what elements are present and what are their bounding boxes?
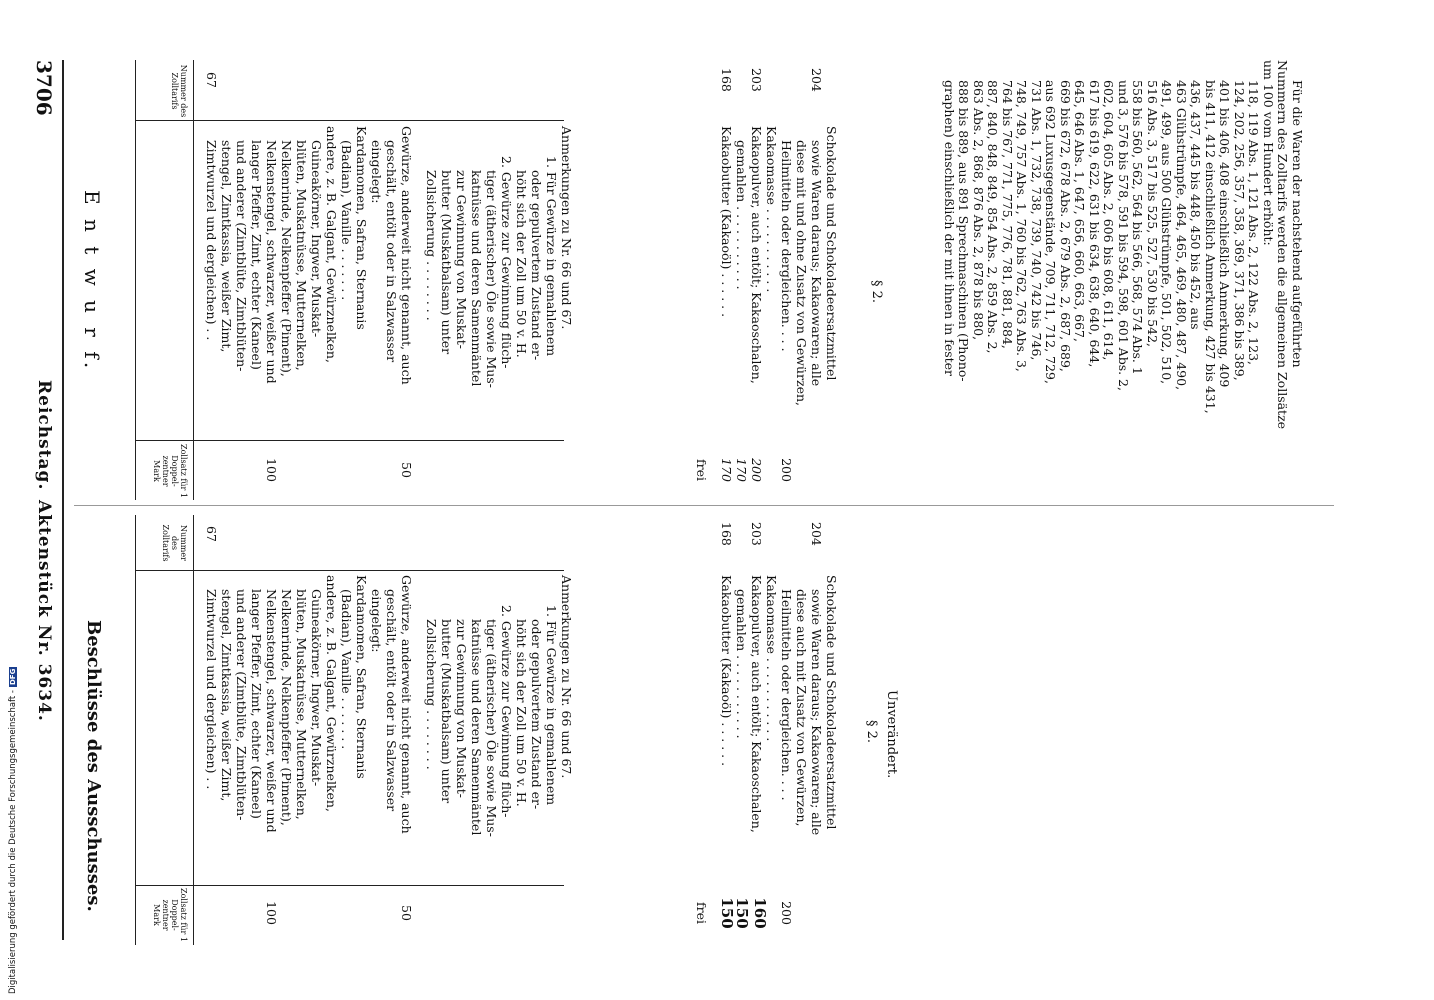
right-row-204-number: 204 <box>809 522 824 546</box>
left-row-203-duty-1: 170 <box>734 458 749 482</box>
right-row-203-duty-2: 160 <box>751 897 769 929</box>
right-row-67-text <box>199 575 414 881</box>
text-line: stengel, Zimtkassia, weißer Zimt, <box>219 140 234 353</box>
paragraph-line: 617 bis 619, 622, 631 bis 634, 638, 640, 644, <box>1087 80 1102 368</box>
left-section-2: § 2. <box>869 280 884 304</box>
paragraph-line: 863 Abs. 2, 868, 876 Abs. 2, 878 bis 880, <box>971 80 986 341</box>
left-paragraph <box>942 60 1305 500</box>
left-col-divider-1 <box>136 120 564 121</box>
text-line: katnüsse und deren Samenmäntel <box>469 170 484 387</box>
text-line: Nelkenrinde, Nelkenpfeffer (Piment), <box>279 140 294 377</box>
text-line: langer Pfeffer, Zimt, echter (Kaneel) <box>249 589 264 819</box>
text-line: Anmerkungen zu Nr. 66 und 67. <box>559 575 574 779</box>
right-header-duty: Zollsatz für 1 Doppel-zentner Mark <box>152 888 188 942</box>
text-line: Gewürze, anderweit nicht genannt, auch <box>399 126 414 385</box>
text-line: sowie Waren daraus; Kakaowaren; alle <box>809 589 824 836</box>
left-header-rule <box>193 60 194 500</box>
text-line: blüten, Muskatnüsse, Mutternelken, <box>294 589 309 820</box>
header-document: Aktenstück Nr. 3634. <box>34 500 54 722</box>
paragraph-line: 731 Abs. 1, 732, 738, 739, 740, 742 bis 746, <box>1029 80 1044 361</box>
left-row-168-number: 168 <box>719 68 734 92</box>
text-line: Nelkenrinde, Nelkenpfeffer (Piment), <box>279 589 294 826</box>
text-line: langer Pfeffer, Zimt, echter (Kaneel) <box>249 140 264 370</box>
left-row-203-duty-2: 200 <box>749 458 764 482</box>
paragraph-line: 888 bis 889, aus 891 Sprechmaschinen (Phono- <box>956 80 972 382</box>
text-line: gemahlen . . . . . . . . . . . <box>734 589 749 739</box>
right-col-divider-2 <box>136 885 564 886</box>
text-line: Anmerkungen zu Nr. 66 und 67. <box>559 126 574 330</box>
text-line: butter (Muskatbalsam) unter <box>439 619 454 804</box>
paragraph-line: aus 692 Luxusgegenstände, 709, 711, 712, 729, <box>1043 80 1059 384</box>
text-line: Zimtwurzel und dergleichen) . . <box>204 589 219 790</box>
text-line: diese auch mit Zusatz von Gewürzen, <box>794 589 809 827</box>
left-row-204-text <box>779 126 839 436</box>
right-unchanged-note: Unverändert. <box>884 690 899 779</box>
dfg-logo: DFG <box>9 668 17 686</box>
paragraph-line: 491, 499, aus 500 Glühstrümpfe, 501, 502, 510, <box>1159 80 1175 385</box>
paragraph-line: Für die Waren der nachstehend aufgeführten <box>1290 80 1305 368</box>
text-line: Guineakörner, Ingwer, Muskat- <box>309 140 324 338</box>
text-line: gemahlen . . . . . . . . . . . <box>734 140 749 290</box>
left-row-168-duty: 170 <box>719 458 734 482</box>
header-source: Reichstag. <box>34 380 54 491</box>
paragraph-line: 669 bis 672, 678 Abs. 2, 679 Abs. 2, 687, 689, <box>1058 80 1073 372</box>
text-line: eingelegt: <box>369 589 384 653</box>
text-line: 1. Für Gewürze in gemahlenem <box>544 156 559 357</box>
text-line: Kardamomen, Safran, Sternanis <box>354 126 369 330</box>
text-line: Zollsicherung . . . . . . . . <box>424 619 439 770</box>
paragraph-line: 436, 437, 445 bis 448, 450 bis 452, aus <box>1188 80 1204 330</box>
right-notes-duty: frei <box>694 902 709 924</box>
paragraph-line: 118, 119 Abs. 1, 121 Abs. 2, 122 Abs. 2, 123, <box>1246 80 1262 366</box>
text-line: Kakaomasse . . . . . . . . . . . <box>764 126 779 293</box>
text-line: Schokolade und Schokoladeersatzmittel <box>824 575 839 830</box>
text-line: (Badian), Vanille . . . . . . . <box>339 140 354 301</box>
left-row-204-number: 204 <box>809 68 824 92</box>
right-row-203-number: 203 <box>749 522 764 546</box>
text-line: höht sich der Zoll um 50 v. H. <box>514 619 529 807</box>
text-line: eingelegt: <box>369 140 384 204</box>
text-line: oder gepulvertem Zustand er- <box>529 619 544 810</box>
right-row-168-text <box>719 575 734 881</box>
text-line: Gewürze, anderweit nicht genannt, auch <box>399 575 414 834</box>
text-line: Kardamomen, Safran, Sternanis <box>354 575 369 779</box>
left-row-67-duty-2: 50 <box>399 462 414 478</box>
text-line: diese mit und ohne Zusatz von Gewürzen, <box>794 140 809 407</box>
text-line: Nelkenstengel, schwarzer, weißer und <box>264 140 279 384</box>
text-line: sowie Waren daraus; Kakaowaren; alle <box>809 140 824 387</box>
text-line: butter (Muskatbalsam) unter <box>439 170 454 355</box>
paragraph-line: 887, 840, 848, 849, 854 Abs. 2, 859 Abs. 2, <box>985 80 1001 354</box>
paragraph-line: bis 411, 412 einschließlich Anmerkung, 427 bis 431, <box>1203 80 1218 414</box>
text-line: Heilmitteln oder dergleichen. . . . <box>779 589 794 801</box>
right-notes-text <box>419 575 574 881</box>
left-row-204-duty: 200 <box>779 458 794 482</box>
text-line: Heilmitteln oder dergleichen. . . . <box>779 140 794 352</box>
text-line: 2. Gewürze zur Gewinnung flüch- <box>499 156 514 369</box>
text-line: oder gepulvertem Zustand er- <box>529 170 544 361</box>
left-header-duty: Zollsatz für 1 Doppel-zentner Mark <box>152 444 188 498</box>
right-row-203-text <box>734 575 779 881</box>
left-row-67-duty-1: 100 <box>264 458 279 482</box>
right-row-203-duty-1: 150 <box>733 897 751 929</box>
right-row-67-duty-2: 50 <box>399 905 414 921</box>
text-line: Kakaopulver, auch entölt; Kakaoschalen, <box>749 126 764 384</box>
right-row-204-duty: 200 <box>779 901 794 925</box>
text-line: Kakaobutter (Kakaoöl) . . . . . . <box>719 575 734 767</box>
page-number: 3706 <box>32 60 56 116</box>
left-row-67-number: 67 <box>204 72 219 88</box>
text-line: blüten, Muskatnüsse, Mutternelken, <box>294 140 309 371</box>
text-line: 2. Gewürze zur Gewinnung flüch- <box>499 605 514 818</box>
left-header-tariff: Nummer des Zolltarifs <box>170 64 188 118</box>
left-row-203-text <box>734 126 779 436</box>
paragraph-line: 645, 646 Abs. 1, 647, 656, 660, 663, 667, <box>1072 80 1088 342</box>
text-line: geschält, entölt oder in Salzwasser <box>384 589 399 812</box>
left-notes-text <box>419 126 574 436</box>
paragraph-line: und 3, 576 bis 578, 591 bis 594, 598, 601 Abs. 2, <box>1116 80 1131 391</box>
header-rule <box>62 60 64 940</box>
paragraph-line: 764 bis 767, 771, 775, 776, 781, 881, 884, <box>1000 80 1015 349</box>
paragraph-line: graphen) einschließlich der mit ihnen in fester <box>942 80 957 377</box>
text-line: Zollsicherung . . . . . . . . <box>424 170 439 321</box>
right-section-2: § 2. <box>864 720 879 744</box>
text-line: andere, z. B. Galgant, Gewürznelken, <box>324 575 339 812</box>
paragraph-line: 558 bis 560, 562, 564 bis 566, 568, 574 Abs. 1 <box>1130 80 1146 375</box>
text-line: tiger (ätherischer) Öle sowie Mus- <box>484 619 499 837</box>
paragraph-line: um 100 vom Hundert erhöht: <box>1261 60 1276 246</box>
text-line: stengel, Zimtkassia, weißer Zimt, <box>219 589 234 802</box>
right-header-rule <box>193 515 194 945</box>
paragraph-line: 516 Abs. 3, 517 bis 525, 527, 530 bis 542, <box>1145 80 1160 348</box>
text-line: und anderer (Zimtblüte, Zimtblüten- <box>234 140 249 372</box>
left-row-203-number: 203 <box>749 68 764 92</box>
footer-credit: Digitalisierung gefördert durch die Deutsche Forschungsgemeinschaft - <box>8 690 18 994</box>
text-line: höht sich der Zoll um 50 v. H. <box>514 170 529 358</box>
text-line: zur Gewinnung von Muskat- <box>454 619 469 798</box>
right-title: Beschlüsse des Ausschusses. <box>83 620 104 912</box>
text-line: und anderer (Zimtblüte, Zimtblüten- <box>234 589 249 821</box>
left-row-168-text <box>719 126 734 436</box>
right-row-168-duty: 150 <box>718 897 736 929</box>
right-row-168-number: 168 <box>719 522 734 546</box>
text-line: Kakaopulver, auch entölt; Kakaoschalen, <box>749 575 764 833</box>
paragraph-line: 463 Glühstrümpfe, 464, 465, 469, 480, 487, 490, <box>1174 80 1189 391</box>
text-line: andere, z. B. Galgant, Gewürznelken, <box>324 126 339 363</box>
paragraph-line: 748, 749, 757 Abs. 1, 760 bis 762, 763 Abs. 3, <box>1014 80 1030 372</box>
text-line: Kakaomasse . . . . . . . . . . . <box>764 575 779 742</box>
left-notes-duty: frei <box>694 459 709 481</box>
left-table-top <box>135 60 136 500</box>
paragraph-line: 124, 202, 256, 357, 358, 369, 371, 386 bis 389, <box>1232 80 1247 381</box>
right-row-67-duty-1: 100 <box>264 901 279 925</box>
text-line: 1. Für Gewürze in gemahlenem <box>544 605 559 806</box>
paragraph-line: 602, 604, 605 Abs. 2, 606 bis 608, 611, 614, <box>1101 80 1117 361</box>
text-line: Zimtwurzel und dergleichen) . . <box>204 140 219 341</box>
text-line: tiger (ätherischer) Öle sowie Mus- <box>484 170 499 388</box>
paragraph-line: 401 bis 406, 408 einschließlich Anmerkung, 409 <box>1217 80 1233 388</box>
text-line: Nelkenstengel, schwarzer, weißer und <box>264 589 279 833</box>
text-line: Guineakörner, Ingwer, Muskat- <box>309 589 324 787</box>
text-line: zur Gewinnung von Muskat- <box>454 170 469 349</box>
text-line: geschält, entölt oder in Salzwasser <box>384 140 399 363</box>
column-separator <box>74 505 1334 506</box>
text-line: Schokolade und Schokoladeersatzmittel <box>824 126 839 381</box>
left-col-divider-2 <box>136 440 564 441</box>
right-row-204-text <box>779 575 839 881</box>
footer <box>4 604 18 994</box>
right-row-67-number: 67 <box>204 526 219 542</box>
right-table-top <box>135 515 136 945</box>
right-header-tariff: Nummer des Zolltarifs <box>161 524 188 562</box>
right-col-divider-1 <box>136 570 564 571</box>
paragraph-line: Nummern des Zolltarifs werden die allgemeinen Zollsätze <box>1275 60 1291 430</box>
text-line: (Badian), Vanille . . . . . . . <box>339 589 354 750</box>
left-row-67-text <box>199 126 414 436</box>
text-line: Kakaobutter (Kakaoöl) . . . . . . <box>719 126 734 318</box>
left-title: E n t w u r f. <box>80 190 104 373</box>
text-line: katnüsse und deren Samenmäntel <box>469 619 484 836</box>
